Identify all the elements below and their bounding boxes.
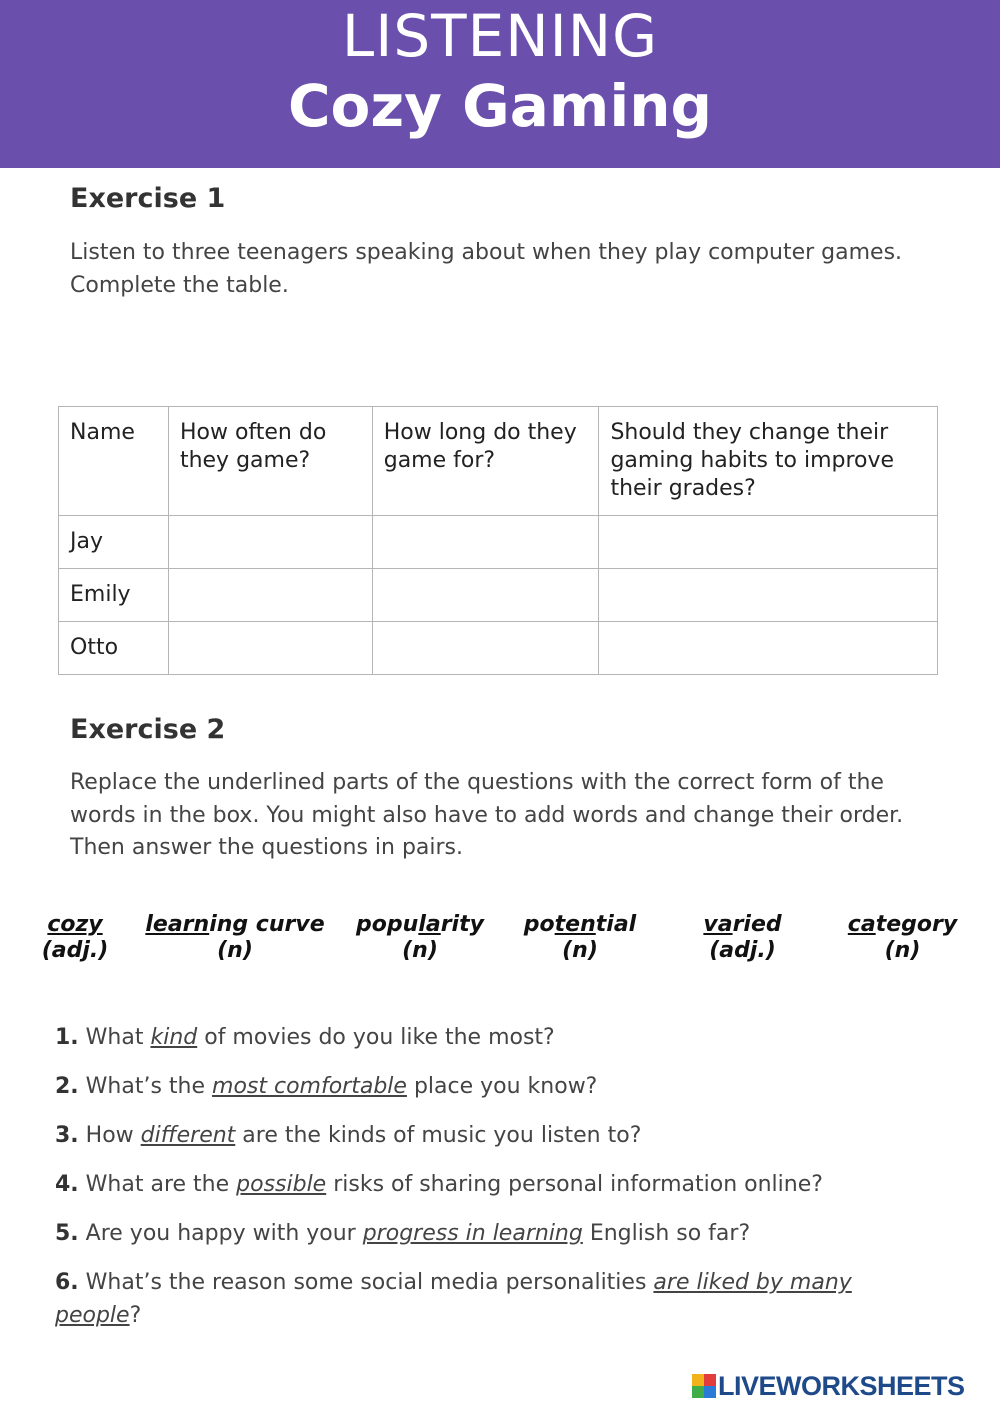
logo-text: LIVEWORKSHEETS [718, 1370, 965, 1401]
row-name: Emily [59, 569, 169, 622]
word-pos: (adj.) [41, 938, 109, 963]
question-item: 5. Are you happy with your progress in learning English so far? [55, 1221, 751, 1246]
underlined-phrase: most comfortable [212, 1074, 407, 1099]
answer-cell[interactable] [168, 516, 372, 569]
column-header: How long do they game for? [372, 407, 599, 516]
column-header: How often do they game? [168, 407, 372, 516]
answer-cell[interactable] [599, 569, 938, 622]
word-item: potential (n) [515, 912, 645, 964]
exercise1-instruction: Listen to three teenagers speaking about when they play computer games. Complete the table. [70, 240, 903, 298]
underlined-phrase: different [140, 1123, 236, 1148]
column-header: Name [59, 407, 169, 516]
answer-cell[interactable] [372, 622, 599, 675]
word-pos: (n) [402, 938, 438, 963]
word-item: cozy (adj.) [25, 912, 125, 964]
column-header: Should they change their gaming habits to improve their grades? [599, 407, 938, 516]
question-list [55, 1022, 935, 1349]
table-header-row [59, 407, 938, 516]
logo-icon [692, 1374, 716, 1398]
word-pos: (n) [217, 938, 253, 963]
question-item: 3. How different are the kinds of music you listen to? [55, 1123, 642, 1148]
answer-cell[interactable] [599, 622, 938, 675]
word-item: category (n) [840, 912, 965, 964]
answer-cell[interactable] [168, 569, 372, 622]
row-name: Otto [59, 622, 169, 675]
underlined-phrase: possible [236, 1172, 327, 1197]
answer-cell[interactable] [372, 516, 599, 569]
page-title: Cozy Gaming [287, 72, 713, 140]
question-item: 6. What’s the reason some social media personalities are liked by many people? [55, 1270, 852, 1328]
word-pos: (n) [562, 938, 598, 963]
answer-cell[interactable] [168, 622, 372, 675]
table-row [59, 516, 938, 569]
answer-table [58, 406, 938, 675]
question-item: 4. What are the possible risks of sharing personal information online? [55, 1172, 823, 1197]
page-header [0, 0, 1000, 168]
header-kicker: LISTENING [341, 2, 659, 70]
liveworksheets-logo [692, 1370, 965, 1402]
word-pos: (n) [884, 938, 921, 963]
word-item: popularity (n) [350, 912, 490, 964]
underlined-phrase: are liked by many people [55, 1270, 852, 1328]
underlined-phrase: progress in learning [362, 1221, 583, 1246]
word-box [0, 912, 1000, 972]
question-item: 2. What’s the most comfortable place you know? [55, 1074, 598, 1099]
word-item: varied (adj.) [685, 912, 800, 964]
row-name: Jay [59, 516, 169, 569]
exercise1-heading: Exercise 1 [70, 183, 226, 214]
answer-cell[interactable] [372, 569, 599, 622]
exercise2-heading: Exercise 2 [70, 714, 226, 745]
answer-cell[interactable] [599, 516, 938, 569]
table-row [59, 569, 938, 622]
underlined-phrase: kind [150, 1025, 198, 1050]
word-pos: (adj.) [709, 938, 776, 963]
question-item: 1. What kind of movies do you like the most? [55, 1025, 555, 1050]
word-item: learning curve (n) [140, 912, 330, 964]
exercise2-instruction: Replace the underlined parts of the questions with the correct form of the words in the box. You might also have to add words and change their order. Then answer the questions in pairs. [70, 770, 904, 860]
table-row [59, 622, 938, 675]
